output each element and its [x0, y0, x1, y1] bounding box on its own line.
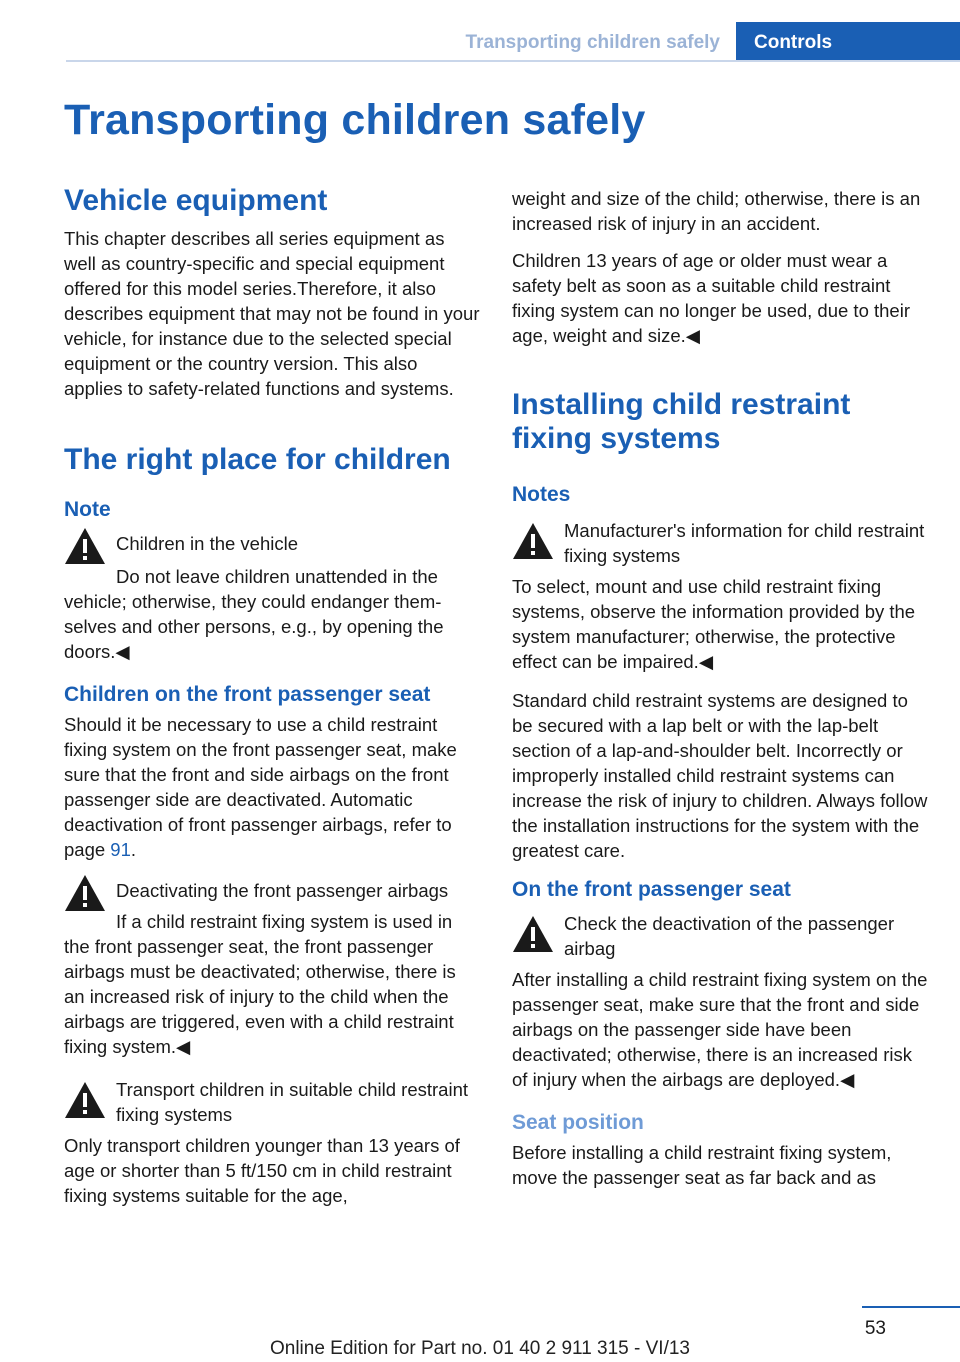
page-reference-link[interactable]: 91: [110, 839, 131, 860]
warning-deactivating-airbags: [64, 878, 480, 1059]
warning-triangle-icon: [512, 915, 554, 953]
warning-triangle-icon: [64, 1081, 106, 1119]
warning-children-in-vehicle: [64, 531, 480, 664]
period: .: [130, 839, 137, 860]
para-children-13: Children 13 years of age or older must wear a safety belt as soon as a suitable child restraint fixing system can no longer be used, due to their age, weight and size.◀: [512, 250, 910, 346]
para-vehicle-equipment: This chapter describes all series equipment as well as country-specific and special equipment offered for this model series.Therefore, it also describes equipment that may not be found in your vehicle, for instance due to the selected special equipment or the country version. This also applies to safety-related functions and systems.: [64, 228, 480, 399]
warning-body: Only transport children younger than 13 years of age or shorter than 5 ft/150 cm in child restraint fixing systems suitable for the age,: [64, 1135, 460, 1206]
para-front-seat-text: Should it be necessary to use a child restraint fixing system on the front passenger seat, make sure that the front and side airbags on the front passenger side are deactivated. Automatic deactivation of front passenger airbags, refer to page: [64, 714, 457, 860]
footer-rule: [862, 1306, 960, 1308]
warning-title: Check the deactivation of the passenger airbag: [564, 913, 895, 959]
para-front-passenger-seat: [64, 712, 480, 862]
warning-check-deactivation: [512, 911, 932, 1092]
heading-notes: Notes: [512, 483, 571, 506]
heading-installing: Installing child restraint fixing systems: [512, 388, 851, 455]
heading-right-place: The right place for children: [64, 443, 451, 476]
warning-manufacturer-info: [512, 518, 932, 674]
para-continued: weight and size of the child; otherwise, there is an increased risk of injury in an accident.: [512, 188, 921, 234]
heading-note: Note: [64, 498, 111, 521]
header-section-title: Transporting children safely: [465, 32, 720, 53]
warning-body: After installing a child restraint fixing system on the passenger seat, make sure that the front and side airbags on the passenger side have been deactivated; otherwise, there is an increased risk of injury when the airbags are deployed.◀: [512, 969, 928, 1090]
warning-body: [64, 564, 480, 664]
warning-triangle-icon: [64, 874, 106, 912]
warning-title: Transport children in suitable child restraint fixing systems: [116, 1079, 469, 1125]
para-standard-systems: Standard child restraint systems are designed to be secured with a lap belt or with the lap-belt section of a lap-and-shoulder belt. Incorrectly or improperly installed child restraint systems can increase the risk of injury to children. Always follow the installation instructions for the system with the greatest care.: [512, 690, 928, 861]
warning-suitable-restraints: [64, 1077, 480, 1208]
warning-title: Manufacturer's information for child restraint fixing systems: [564, 520, 925, 566]
warning-title: Children in the vehicle: [116, 533, 299, 554]
warning-title: Deactivating the front passenger airbags: [116, 880, 449, 901]
heading-seat-position: Seat position: [512, 1111, 644, 1134]
heading-on-front-passenger-seat: On the front passenger seat: [512, 878, 791, 901]
warning-triangle-icon: [64, 527, 106, 565]
warning-triangle-icon: [512, 522, 554, 560]
warning-body: To select, mount and use child restraint fixing systems, observe the information provided by the system manufacturer; otherwise, the protective effect can be impaired.◀: [512, 576, 916, 672]
left-column: [64, 184, 480, 1208]
page-title: Transporting children safely: [64, 96, 646, 144]
warning-body: [64, 909, 480, 1059]
heading-vehicle-equipment: Vehicle equipment: [64, 184, 328, 217]
header-rule: [66, 60, 960, 62]
warning-body-text: Do not leave children unattended in the vehicle; otherwise, they could endanger themselves and other persons, e.g., by opening the doors.◀: [64, 566, 444, 662]
para-seat-position: Before installing a child restraint fixing system, move the passenger seat as far back and as: [512, 1142, 892, 1188]
heading-front-passenger-seat: Children on the front passenger seat: [64, 683, 431, 706]
right-column: [512, 186, 932, 1190]
footer-edition: Online Edition for Part no. 01 40 2 911 315 - VI/13: [269, 1338, 691, 1359]
page-number: 53: [864, 1318, 886, 1339]
header-tab-controls[interactable]: Controls: [736, 22, 960, 62]
warning-body-text: If a child restraint fixing system is used in the front passenger seat, the front passenger airbags must be deactivated; otherwise, there is an increased risk of injury to the child when the airbags are triggered, even with a child restraint fixing system.◀: [64, 911, 456, 1057]
